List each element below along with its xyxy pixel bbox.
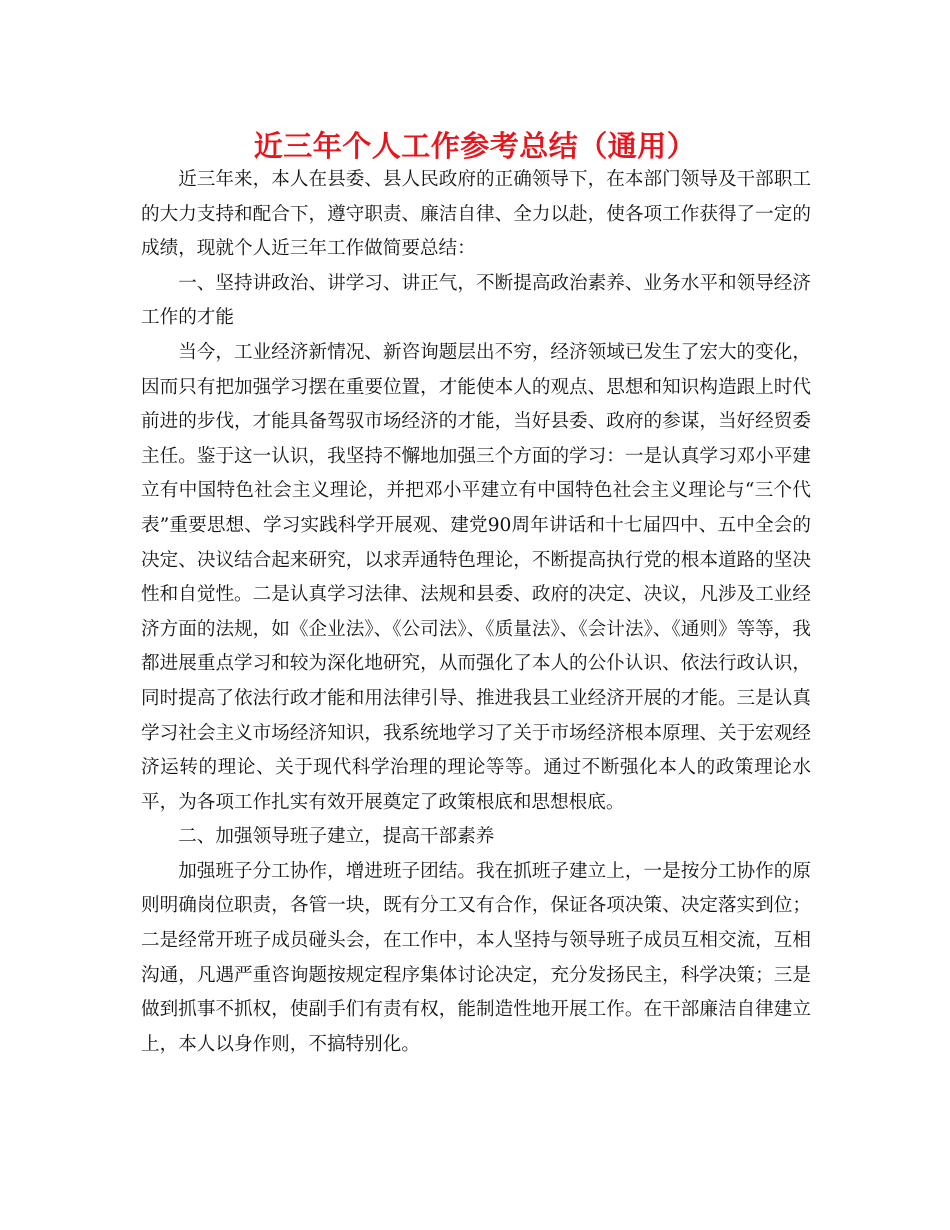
document-body (141, 163, 811, 1062)
intro-paragraph: 近三年来，本人在县委、县人民政府的正确领导下，在本部门领导及干部职工的大力支持和配合下，遵守职责、廉洁自律、全力以赴，使各项工作获得了一定的成绩，现就个人近三年工作做简要总结： (141, 169, 811, 260)
section-heading-2: 二、加强领导班子建立，提高干部素养 (178, 826, 495, 848)
document-title: 近三年个人工作参考总结（通用） (253, 129, 697, 163)
section-heading-1: 一、坚持讲政治、讲学习、讲正气，不断提高政治素养、业务水平和领导经济工作的才能 (141, 272, 811, 329)
section-2-paragraph: 加强班子分工协作，增进班子团结。我在抓班子建立上，一是按分工协作的原则明确岗位职责，各管一块，既有分工又有合作，保证各项决策、决定落实到位；二是经常开班子成员碰头会，在工作中，本人坚持与领导班子成员互相交流，互相沟通，凡遇严重咨询题按规定程序集体讨论决定，充分发扬民主，科学决策；三是做到抓事不抓权，使副手们有责有权，能制造性地开展工作。在干部廉洁自律建立上，本人以身作则，不搞特别化。 (141, 860, 811, 1055)
section-1-paragraph: 当今，工业经济新情况、新咨询题层出不穷，经济领域已发生了宏大的变化，因而只有把加强学习摆在重要位置，才能使本人的观点、思想和知识构造跟上时代前进的步伐，才能具备驾驭市场经济的才能，当好县委、政府的参谋，当好经贸委主任。鉴于这一认识，我坚持不懈地加强三个方面的学习：一是认真学习邓小平建立有中国特色社会主义理论，并把邓小平建立有中国特色社会主义理论与“三个代表”重要思想、学习实践科学开展观、建党90周年讲话和十七届四中、五中全会的决定、决议结合起来研究，以求弄通特色理论，不断提高执行党的根本道路的坚决性和自觉性。二是认真学习法律、法规和县委、政府的决定、决议，凡涉及工业经济方面的法规，如《企业法》、《公司法》、《质量法》、《会计法》、《通则》等等，我都进展重点学习和较为深化地研究，从而强化了本人的公仆认识、依法行政认识，同时提高了依法行政才能和用法律引导、推进我县工业经济开展的才能。三是认真学习社会主义市场经济知识，我系统地学习了关于市场经济根本原理、关于宏观经济运转的理论、关于现代科学治理的理论等等。通过不断强化本人的政策理论水平，为各项工作扎实有效开展奠定了政策根底和思想根底。 (141, 341, 811, 813)
